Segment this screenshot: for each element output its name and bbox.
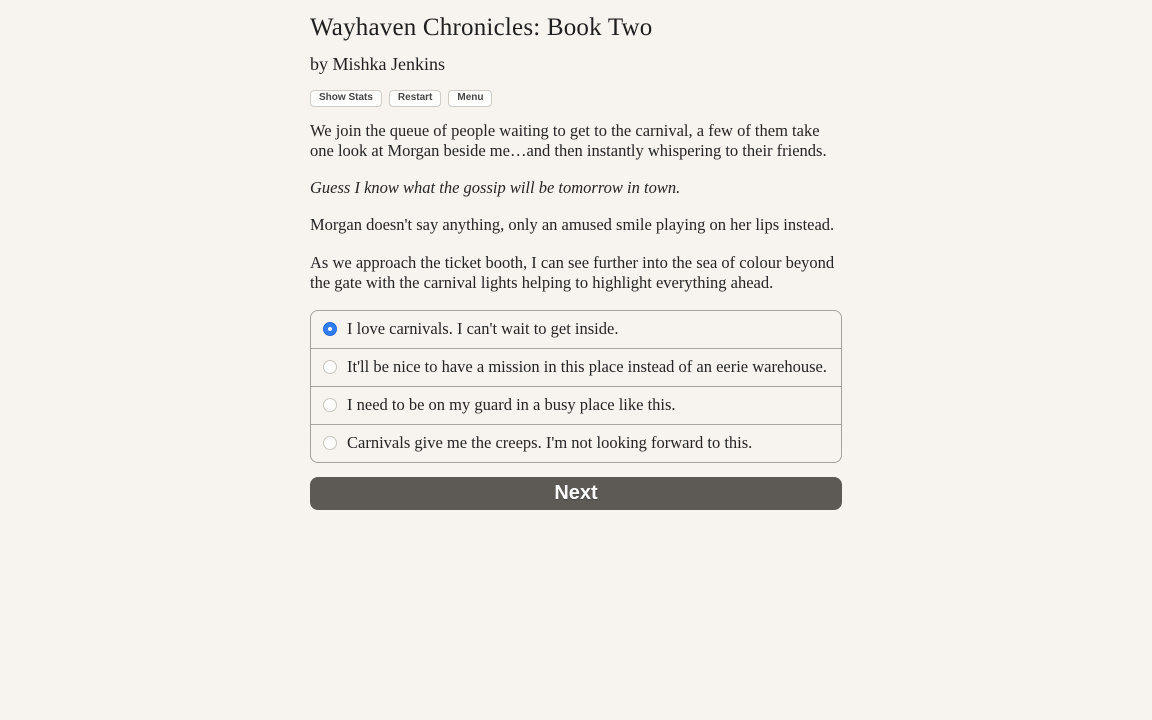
content-column [310, 0, 842, 510]
radio-button-icon[interactable] [323, 322, 337, 336]
choice-option-4[interactable] [311, 424, 841, 462]
radio-button-icon[interactable] [323, 436, 337, 450]
radio-button-icon[interactable] [323, 398, 337, 412]
story-paragraph: Morgan doesn't say anything, only an amused smile playing on her lips instead. [310, 215, 835, 235]
choice-label: I love carnivals. I can't wait to get inside. [347, 319, 619, 339]
choice-option-1[interactable] [311, 311, 841, 348]
choice-label: Carnivals give me the creeps. I'm not looking forward to this. [347, 433, 753, 453]
author-subtitle: by Mishka Jenkins [310, 54, 445, 74]
radio-button-icon[interactable] [323, 360, 337, 374]
show-stats-button[interactable]: Show Stats [310, 90, 382, 107]
page-title: Wayhaven Chronicles: Book Two [310, 14, 653, 41]
choice-option-2[interactable] [311, 348, 841, 386]
choice-label: I need to be on my guard in a busy place like this. [347, 395, 676, 415]
toolbar [310, 90, 842, 107]
choice-group [310, 310, 842, 463]
story-paragraph: We join the queue of people waiting to get to the carnival, a few of them take one look at Morgan beside me…and then instantly whispering to their friends. [310, 121, 827, 161]
story-paragraph-italic: Guess I know what the gossip will be tomorrow in town. [310, 178, 681, 198]
choice-option-3[interactable] [311, 386, 841, 424]
next-button[interactable]: Next [310, 477, 842, 510]
story-text [310, 121, 842, 293]
restart-button[interactable]: Restart [389, 90, 441, 107]
choice-label: It'll be nice to have a mission in this place instead of an eerie warehouse. [347, 357, 827, 377]
menu-button[interactable]: Menu [448, 90, 492, 107]
story-paragraph: As we approach the ticket booth, I can see further into the sea of colour beyond the gate with the carnival lights helping to highlight everything ahead. [310, 252, 835, 292]
